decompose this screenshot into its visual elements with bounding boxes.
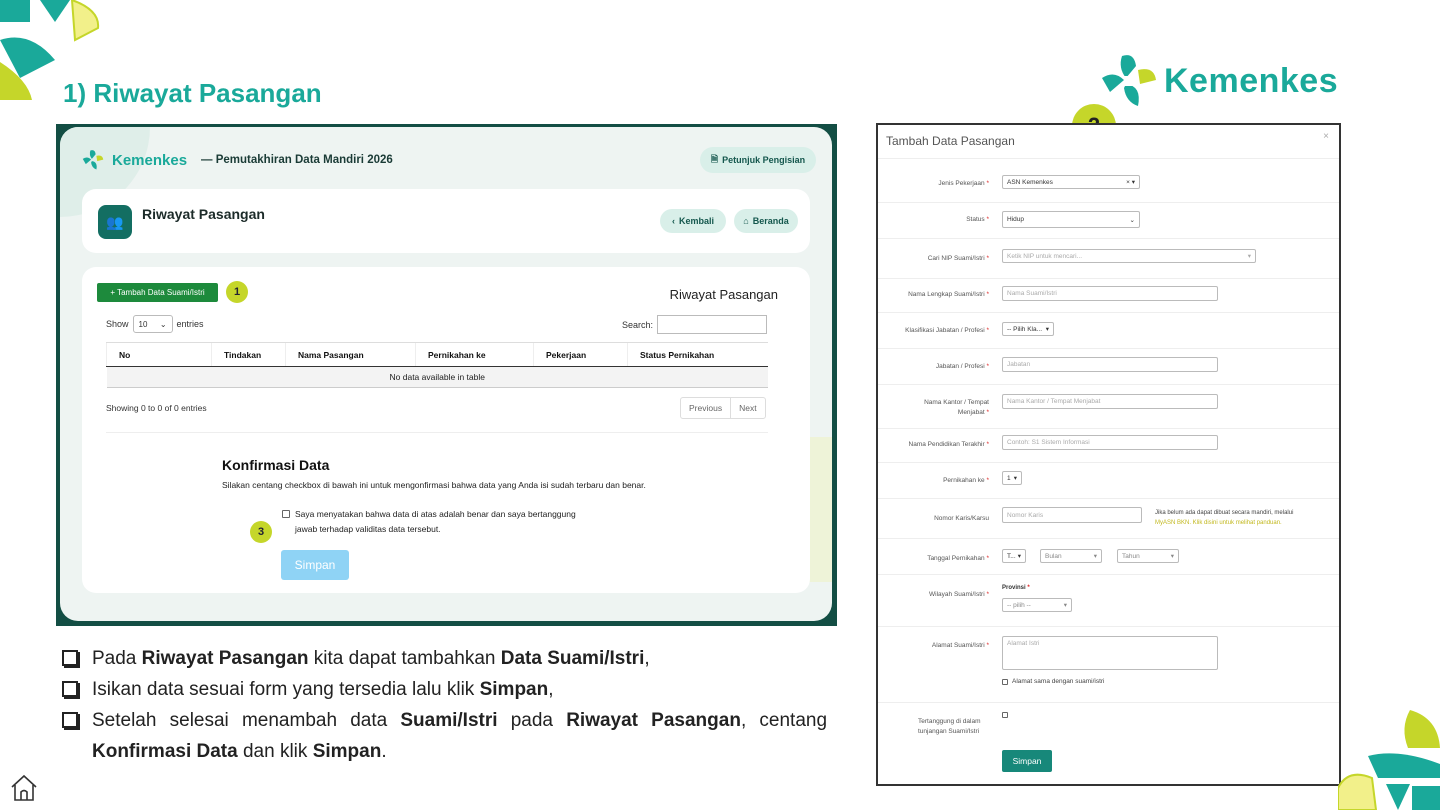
- entries-control: [106, 315, 204, 333]
- list-item: [62, 705, 827, 767]
- form-row-karis: [878, 498, 1341, 538]
- month-select[interactable]: Bulan ▾: [1040, 549, 1102, 563]
- marriage-order-select[interactable]: 1 ▾: [1002, 471, 1022, 485]
- form-title: Tambah Data Pasangan: [886, 134, 1015, 148]
- same-address-checkbox[interactable]: [1002, 679, 1008, 685]
- province-select[interactable]: -- pilih -- ▾: [1002, 598, 1072, 612]
- instruction-list: [62, 643, 827, 767]
- table-row: [107, 367, 769, 388]
- page-title: Riwayat Pasangan: [142, 206, 265, 222]
- year-select[interactable]: Tahun ▾: [1117, 549, 1179, 563]
- chevron-down-icon: ⌄: [159, 319, 167, 329]
- home-button[interactable]: [734, 209, 798, 233]
- province-label: Provinsi *: [1002, 585, 1030, 591]
- field-label: Pernikahan ke *: [943, 477, 989, 484]
- add-spouse-form: [876, 123, 1341, 786]
- spouse-table: [106, 342, 768, 388]
- save-button[interactable]: Simpan: [281, 550, 349, 580]
- checkbox-bullet-icon: [62, 681, 78, 697]
- col-nama[interactable]: Nama Pasangan: [286, 343, 416, 367]
- app-window: [60, 127, 832, 621]
- list-item-text: Setelah selesai menambah data Suami/Istri pada Riwayat Pasangan, centang Konfirmasi Data dan klik Simpan.: [92, 710, 828, 762]
- app-brand: Kemenkes: [112, 151, 188, 169]
- entries-select[interactable]: [133, 315, 173, 333]
- brand-text: Kemenkes: [1164, 61, 1339, 100]
- search-label: Search:: [622, 319, 654, 330]
- status-select[interactable]: Hidup ⌄: [1002, 211, 1140, 228]
- table-header-row: [107, 343, 769, 367]
- users-icon: 👥: [98, 205, 132, 239]
- field-label: Nama Lengkap Suami/Istri *: [908, 291, 989, 298]
- kemenkes-leaf-icon: [82, 149, 104, 171]
- entries-value: 10: [138, 319, 148, 329]
- app-screenshot: [56, 124, 837, 626]
- confirmation-title: Konfirmasi Data: [222, 457, 330, 473]
- col-pernikahan[interactable]: Pernikahan ke: [416, 343, 534, 367]
- col-status[interactable]: Status Pernikahan: [628, 343, 769, 367]
- col-pekerjaan[interactable]: Pekerjaan: [534, 343, 628, 367]
- form-row-pendidikan: [878, 428, 1341, 462]
- classification-select[interactable]: -- Pilih Kla... ▾: [1002, 322, 1054, 336]
- entries-label: entries: [176, 319, 204, 329]
- next-button[interactable]: Next: [730, 398, 764, 418]
- field-label: Jabatan / Profesi *: [935, 363, 989, 370]
- same-address-row: [1002, 678, 1105, 685]
- form-row-nip: [878, 238, 1341, 278]
- form-row-tanggal: [878, 538, 1341, 574]
- form-row-tanggung: [878, 702, 1341, 742]
- checkbox-bullet-icon: [62, 650, 78, 666]
- karis-note: Jika belum ada dapat dibuat secara mandiri, melalui MyASN BKN. Klik disini untuk melihat panduan.: [1155, 510, 1294, 526]
- form-row-kantor: [878, 384, 1341, 428]
- checkbox-bullet-icon: [62, 712, 78, 728]
- field-label: Wilayah Suami/Istri *: [929, 591, 989, 598]
- page-header-card: [82, 189, 810, 253]
- showing-info: Showing 0 to 0 of 0 entries: [106, 403, 207, 413]
- list-item: [62, 674, 827, 705]
- form-row-nama: [878, 278, 1341, 312]
- field-label: Nama Kantor / Tempat Menjabat *: [924, 399, 989, 416]
- home-icon: ⌂: [743, 216, 749, 226]
- job-type-select[interactable]: ASN Kemenkes × ▾: [1002, 175, 1140, 189]
- section-title: Riwayat Pasangan: [669, 287, 778, 302]
- field-label: Tanggal Pernikahan *: [927, 555, 989, 562]
- education-input[interactable]: Contoh: S1 Sistem Informasi: [1002, 435, 1218, 450]
- position-input[interactable]: Jabatan: [1002, 357, 1218, 372]
- col-tindakan[interactable]: Tindakan: [212, 343, 286, 367]
- close-icon[interactable]: ×: [1323, 131, 1329, 142]
- address-textarea[interactable]: Alamat Istri: [1002, 636, 1218, 670]
- document-icon: 🗎: [710, 154, 719, 164]
- add-spouse-button[interactable]: + Tambah Data Suami/Istri: [97, 283, 218, 302]
- app-header: [82, 149, 393, 171]
- form-row-status: [878, 202, 1341, 238]
- field-label: Klasifikasi Jabatan / Profesi *: [905, 327, 989, 334]
- chevron-left-icon: ‹: [671, 216, 675, 226]
- form-row-jabatan: [878, 348, 1341, 384]
- home-button-label: Beranda: [752, 216, 789, 226]
- field-label: Nomor Karis/Karsu: [934, 515, 989, 522]
- confirmation-checkbox-row: [282, 507, 582, 537]
- step-badge-3: 3: [250, 521, 272, 543]
- allowance-checkbox-row: [1002, 712, 1008, 718]
- form-row-pernikahan: [878, 462, 1341, 498]
- show-label: Show: [106, 319, 129, 329]
- allowance-checkbox[interactable]: [1002, 712, 1008, 718]
- field-label: Cari NIP Suami/Istri *: [927, 255, 989, 262]
- empty-table-message: No data available in table: [107, 367, 769, 388]
- col-no[interactable]: No: [107, 343, 212, 367]
- slide-title: 1) Riwayat Pasangan: [63, 78, 322, 108]
- confirmation-checkbox[interactable]: [282, 510, 290, 518]
- form-save-button[interactable]: Simpan: [1002, 750, 1052, 772]
- field-label: Nama Pendidikan Terakhir *: [908, 441, 989, 448]
- field-label: Alamat Suami/Istri *: [931, 642, 989, 649]
- office-input[interactable]: Nama Kantor / Tempat Menjabat: [1002, 394, 1218, 409]
- corner-decoration-bottom-right: [1338, 708, 1440, 810]
- field-label: Tertanggung di dalam tunjangan Suami/Istri: [918, 718, 981, 735]
- karis-input[interactable]: Nomor Karis: [1002, 507, 1142, 523]
- list-item-text: Isikan data sesuai form yang tersedia lalu klik Simpan,: [92, 679, 554, 700]
- form-row-jenis: [878, 158, 1341, 202]
- back-button-label: Kembali: [678, 216, 714, 226]
- help-button[interactable]: [700, 147, 816, 173]
- form-row-wilayah: [878, 574, 1341, 626]
- home-icon[interactable]: [9, 773, 39, 803]
- search-input[interactable]: [657, 315, 767, 334]
- previous-button[interactable]: Previous: [689, 403, 723, 413]
- same-address-label: Alamat sama dengan suami/istri: [1012, 678, 1105, 685]
- day-select[interactable]: T... ▾: [1002, 549, 1026, 563]
- kemenkes-leaf-icon: [1100, 52, 1158, 110]
- confirmation-description: Silakan centang checkbox di bawah ini untuk mengonfirmasi bahwa data yang Anda isi sudah terbaru dan benar.: [222, 480, 646, 490]
- step-badge-1: 1: [226, 281, 248, 303]
- nip-search-select[interactable]: Ketik NIP untuk mencari... ▾: [1002, 249, 1256, 263]
- confirmation-checkbox-label: Saya menyatakan bahwa data di atas adalah benar dan saya bertanggung jawab terhadap validitas data tersebut.: [295, 509, 576, 534]
- list-item-text: Pada Riwayat Pasangan kita dapat tambahkan Data Suami/Istri,: [92, 648, 650, 669]
- spouse-name-input[interactable]: Nama Suami/Istri: [1002, 286, 1218, 301]
- field-label: Jenis Pekerjaan *: [938, 180, 989, 187]
- divider: [106, 432, 768, 433]
- help-button-label: Petunjuk Pengisian: [722, 155, 806, 165]
- pagination: [680, 397, 766, 419]
- karis-guide-link[interactable]: MyASN BKN. Klik disini untuk melihat panduan.: [1155, 520, 1282, 526]
- kemenkes-logo: [1100, 52, 1338, 110]
- app-subtitle: — Pemutakhiran Data Mandiri 2026: [201, 154, 393, 166]
- form-row-alamat: [878, 626, 1341, 702]
- back-button[interactable]: [660, 209, 726, 233]
- field-label: Status *: [966, 216, 989, 223]
- search-control: [622, 315, 767, 334]
- form-row-klasifikasi: [878, 312, 1341, 348]
- content-card: [82, 267, 810, 593]
- list-item: [62, 643, 827, 674]
